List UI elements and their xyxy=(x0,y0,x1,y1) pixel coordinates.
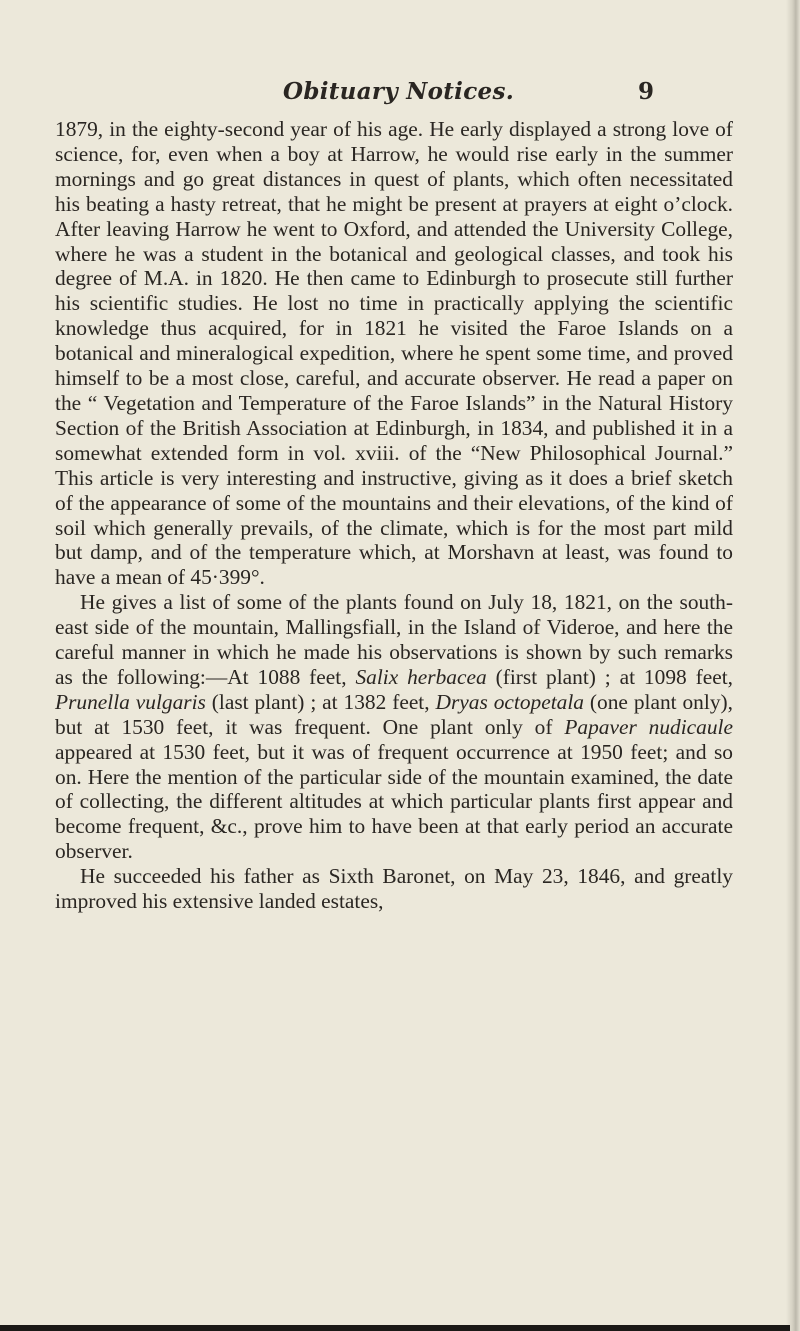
species-salix-herbacea: Salix herbacea xyxy=(355,664,487,689)
paragraph-2-text-d: (one plant only), but at 1530 feet, it was frequent. One plant only of xyxy=(55,689,733,739)
page-number: 9 xyxy=(638,78,655,105)
body-text xyxy=(55,117,733,914)
species-dryas-octopetala: Dryas octopetala xyxy=(435,689,584,714)
species-papaver-nudicaule: Papaver nudicaule xyxy=(564,714,733,739)
running-title: Obituary Notices. xyxy=(283,78,515,105)
page-header xyxy=(0,78,800,112)
species-prunella-vulgaris: Prunella vulgaris xyxy=(55,689,206,714)
paragraph-3: He succeeded his father as Sixth Baronet, on May 23, 1846, and greatly improved his extensive landed estates, xyxy=(55,864,733,914)
paragraph-1: 1879, in the eighty-second year of his age. He early displayed a strong love of science, for, even when a boy at Harrow, he would rise early in the summer mornings and go great distances in quest of plants, which often necessitated his beating a hasty retreat, that he might be present at prayers at eight o’clock. After leaving Harrow he went to Oxford, and attended the University College, where he was a student in the botanical and geological classes, and took his degree of M.A. in 1820. He then came to Edinburgh to prosecute still further his scientific studies. He lost no time in practically applying the scientific knowledge thus acquired, for in 1821 he visited the Faroe Islands on a botanical and mineralogical expedition, where he spent some time, and proved himself to be a most close, careful, and accurate observer. He read a paper on the “ Vegetation and Temperature of the Faroe Islands” in the Natural History Section of the British Association at Edinburgh, in 1834, and published it in a somewhat extended form in vol. xviii. of the “New Philosophical Journal.” This article is very interesting and instructive, giving as it does a brief sketch of the appearance of some of the mountains and their elevations, of the kind of soil which generally prevails, of the climate, which is for the most part mild but damp, and of the temperature which, at Morshavn at least, was found to have a mean of 45·399°. xyxy=(55,117,733,590)
paragraph-2 xyxy=(55,590,733,864)
paragraph-2-text-c: (last plant) ; at 1382 feet, xyxy=(205,689,436,714)
paragraph-2-text-e: appeared at 1530 feet, but it was of frequent occurrence at 1950 feet; and so on. Here the mention of the particular side of the mountain examined, the date of collecting, the different altitudes at which particular plants first appear and become frequent, &c., prove him to have been at that early period an accurate observer. xyxy=(55,739,733,864)
paragraph-2-text-a: He gives a list of some of the plants found on July 18, 1821, on the south-east side of the mountain, Mallingsfiall, in the Island of Videroe, and here the careful manner in which he made his observations is shown by such remarks as the following:—At 1088 feet, xyxy=(55,590,733,689)
page-edge-shadow xyxy=(786,0,800,1331)
paragraph-2-text-b: (first plant) ; at 1098 feet, xyxy=(486,664,733,689)
bottom-rule xyxy=(0,1325,790,1331)
